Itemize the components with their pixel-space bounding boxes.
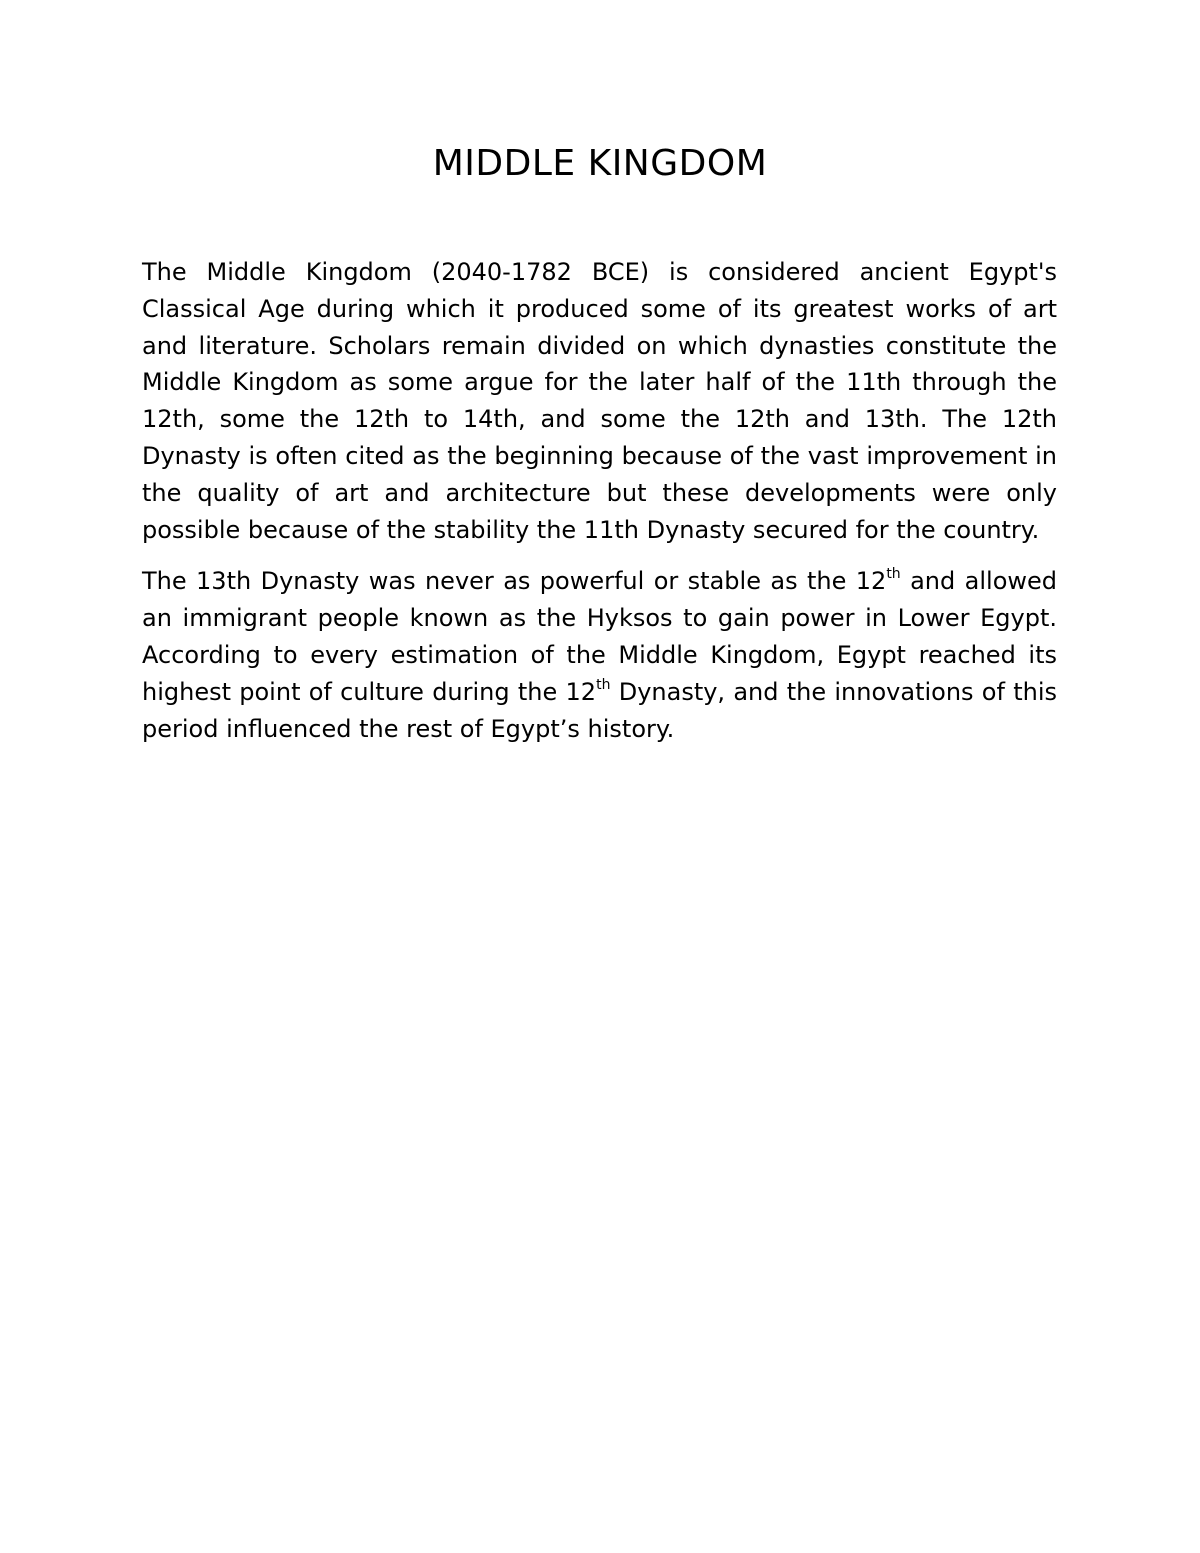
ordinal-superscript: th [886, 566, 901, 583]
paragraph-2-text-1: The 13th Dynasty was never as powerful or stable as the 12 [142, 567, 887, 596]
paragraph-2-text-3: Dynasty, and the innovations of this period influenced the rest of Egypt’s history. [142, 677, 1057, 743]
paragraph-1: The Middle Kingdom (2040-1782 BCE) is considered ancient Egypt's Classical Age during which it produced some of its greatest works of art and literature. Scholars remain divided on which dynasties constitute the Middle Kingdom as some argue for the later half of the 11th through the 12th, some the 12th to 14th, and some the 12th and 13th. The 12th Dynasty is often cited as the beginning because of the vast improvement in the quality of art and architecture but these developments were only possible because of the stability the 11th Dynasty secured for the country. [142, 258, 1057, 544]
document-title: MIDDLE KINGDOM [432, 143, 768, 184]
paragraph-2 [142, 563, 1057, 747]
paragraph-2-text-2: and allowed an immigrant people known as the Hyksos to gain power in Lower Egypt. According to every estimation of the Middle Kingdom, Egypt reached its highest point of culture during the 12 [142, 567, 1058, 706]
ordinal-superscript: th [596, 676, 611, 693]
document-body [142, 254, 1057, 762]
